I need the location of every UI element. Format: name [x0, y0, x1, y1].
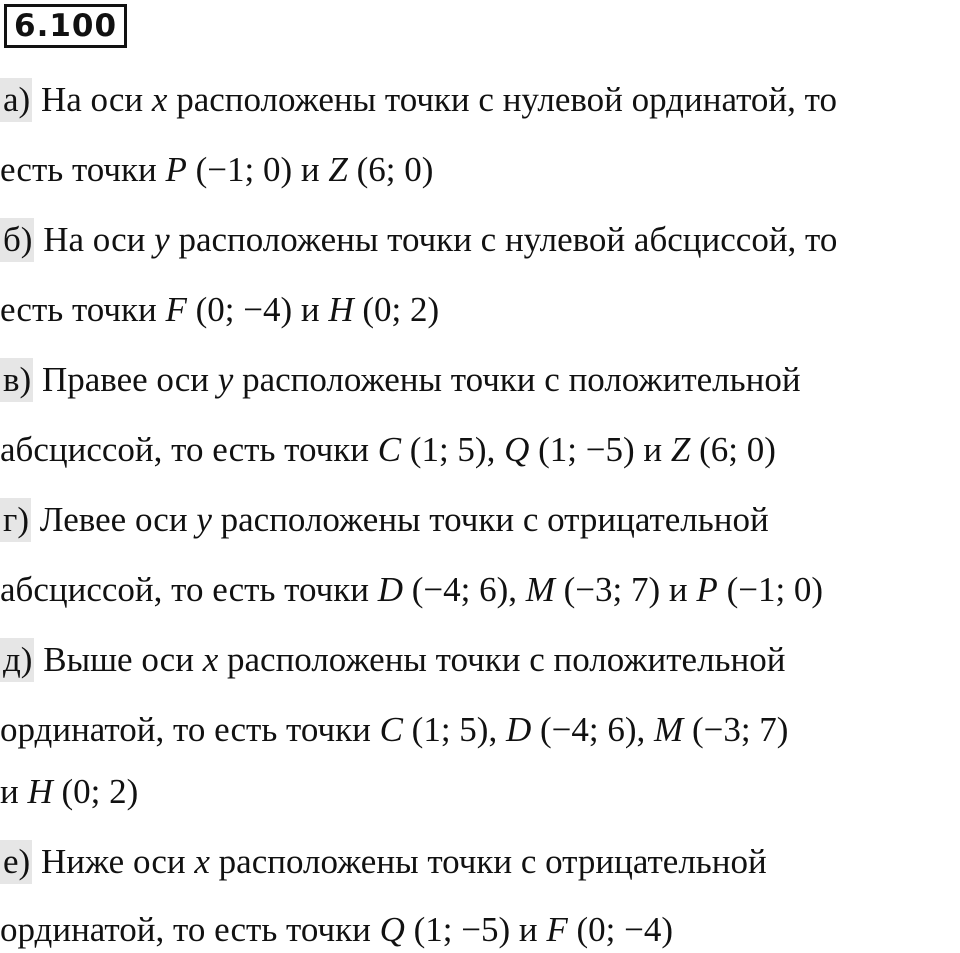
- text: Ниже оси: [32, 842, 195, 881]
- text: (−1; 0): [717, 570, 824, 609]
- item-e-line-1: [0, 840, 767, 884]
- variable: x: [202, 640, 219, 679]
- item-v-line-1: [0, 358, 801, 402]
- item-marker: е): [0, 840, 32, 884]
- text: (1; −5) и: [529, 430, 671, 469]
- text: (0; 2): [353, 290, 440, 329]
- text: На оси: [32, 80, 152, 119]
- item-b-line-1: [0, 218, 837, 262]
- variable: y: [196, 500, 212, 539]
- text: расположены точки с нулевой абсциссой, то: [169, 220, 838, 259]
- item-marker: в): [0, 358, 33, 402]
- text: Правее оси: [33, 360, 218, 399]
- variable: x: [194, 842, 210, 881]
- variable: D: [377, 570, 403, 609]
- text: расположены точки с нулевой ординатой, то: [167, 80, 837, 119]
- text: (−1; 0) и: [186, 150, 329, 189]
- text: (1; 5),: [401, 430, 505, 469]
- variable: P: [696, 570, 718, 609]
- text: (0; 2): [52, 772, 139, 811]
- item-marker: д): [0, 638, 34, 682]
- text: абсциссой, то есть точки: [0, 570, 378, 609]
- variable: H: [27, 772, 53, 811]
- text: На оси: [34, 220, 155, 259]
- variable: H: [328, 290, 354, 329]
- item-d-line-2: [0, 708, 788, 752]
- variable: y: [154, 220, 170, 259]
- item-marker: б): [0, 218, 34, 262]
- item-d-line-3: [0, 770, 138, 814]
- text: Выше оси: [34, 640, 203, 679]
- variable: D: [505, 710, 532, 749]
- item-g-line-1: [0, 498, 769, 542]
- text: (6; 0): [690, 430, 776, 469]
- variable: Q: [504, 430, 530, 469]
- item-g-line-2: [0, 568, 823, 612]
- variable: Q: [379, 910, 405, 949]
- text: расположены точки с отрицательной: [211, 500, 769, 539]
- text: есть точки: [0, 150, 166, 189]
- variable: Z: [328, 150, 348, 189]
- variable: M: [525, 570, 555, 609]
- variable: F: [546, 910, 568, 949]
- text: абсциссой, то есть точки: [0, 430, 378, 469]
- text: и: [0, 772, 28, 811]
- text: (1; 5),: [402, 710, 506, 749]
- variable: x: [151, 80, 168, 119]
- variable: P: [165, 150, 187, 189]
- item-e-line-2: [0, 908, 673, 952]
- variable: F: [165, 290, 187, 329]
- text: (−3; 7) и: [554, 570, 697, 609]
- task-number-box: 6.100: [4, 4, 127, 48]
- variable: y: [217, 360, 234, 399]
- item-a-line-1: [0, 78, 837, 122]
- text: (−3; 7): [683, 710, 789, 749]
- text: ординатой, то есть точки: [0, 710, 380, 749]
- text: (−4; 6),: [402, 570, 526, 609]
- variable: M: [654, 710, 684, 749]
- text: ординатой, то есть точки: [0, 910, 380, 949]
- text: (0; −4): [567, 910, 674, 949]
- item-marker: а): [0, 78, 32, 122]
- variable: C: [377, 430, 402, 469]
- text: (−4; 6),: [531, 710, 655, 749]
- variable: Z: [670, 430, 691, 469]
- text: есть точки: [0, 290, 166, 329]
- variable: C: [379, 710, 403, 749]
- text: расположены точки с положительной: [233, 360, 801, 399]
- item-d-line-1: [0, 638, 785, 682]
- text: Левее оси: [31, 500, 197, 539]
- text: (1; −5) и: [404, 910, 547, 949]
- item-a-line-2: [0, 148, 433, 192]
- text: расположены точки с положительной: [218, 640, 786, 679]
- text: (0; −4) и: [186, 290, 329, 329]
- item-marker: г): [0, 498, 31, 542]
- text: расположены точки с отрицательной: [209, 842, 767, 881]
- text: (6; 0): [347, 150, 434, 189]
- item-v-line-2: [0, 428, 776, 472]
- item-b-line-2: [0, 288, 439, 332]
